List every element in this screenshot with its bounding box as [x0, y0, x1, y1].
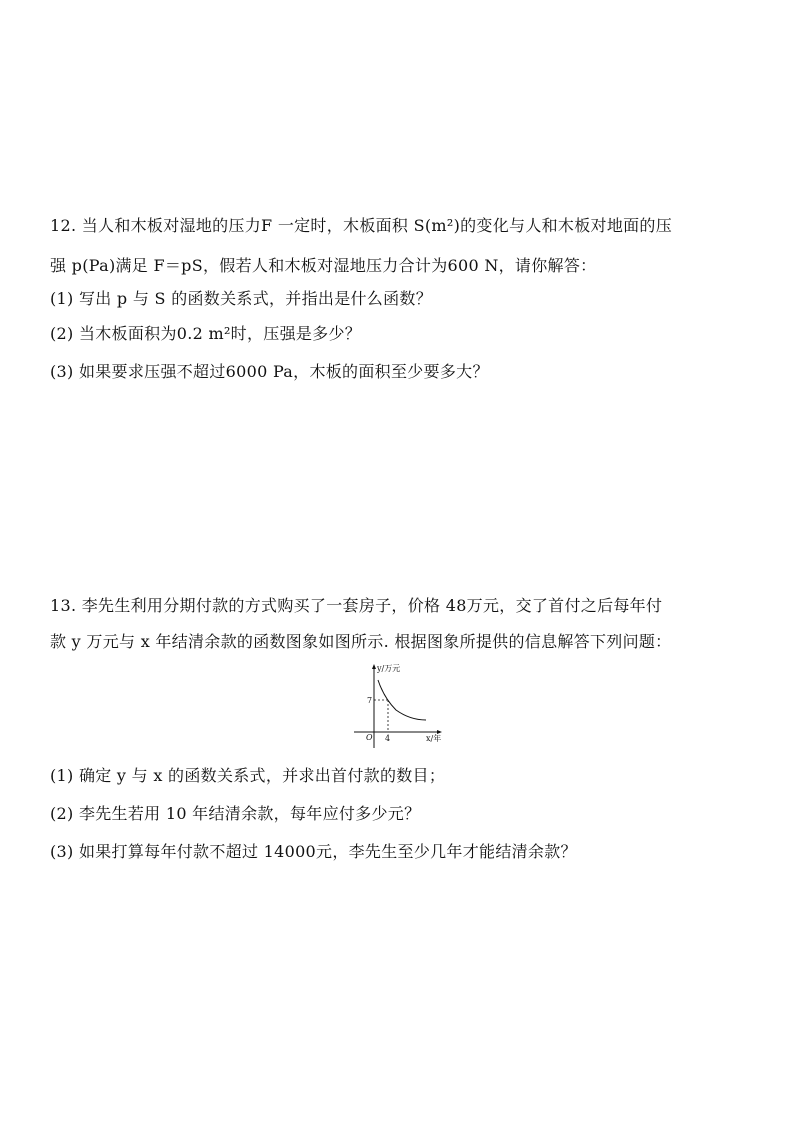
y-axis-arrow [372, 664, 376, 669]
q13-stem-line-1: 13. 李先生利用分期付款的方式购买了一套房子，价格 48万元，交了首付之后每年付 [50, 596, 663, 615]
q12-part-1: (1) 写出 p 与 S 的函数关系式，并指出是什么函数？ [50, 289, 432, 308]
q13-part-2: (2) 李先生若用 10 年结清余款，每年应付多少元？ [50, 804, 421, 823]
q12-stem-line-1: 12. 当人和木板对湿地的压力F 一定时，木板面积 S(m²)的变化与人和木板对地面的压 [50, 216, 673, 235]
y-tick-label: 7 [367, 696, 373, 705]
q13-part-3: (3) 如果打算每年付款不超过 14000元，李先生至少几年才能结清余款？ [50, 842, 577, 861]
x-tick-label: 4 [385, 734, 391, 743]
y-axis-label: y/万元 [377, 664, 401, 673]
inverse-function-graph [350, 660, 446, 752]
q13-stem-line-2: 款 y 万元与 x 年结清余款的函数图象如图所示. 根据图象所提供的信息解答下列问题： [50, 632, 672, 651]
inverse-curve [378, 680, 426, 720]
q12-part-3: (3) 如果要求压强不超过6000 Pa，木板的面积至少要多大？ [50, 362, 489, 381]
q12-part-2: (2) 当木板面积为0.2 m²时，压强是多少？ [50, 324, 362, 343]
x-axis-label: x/年 [426, 734, 442, 743]
q13-part-1: (1) 确定 y 与 x 的函数关系式，并求出首付款的数目； [50, 766, 446, 785]
q12-stem-line-2: 强 p(Pa)满足 F＝pS，假若人和木板对湿地压力合计为600 N，请你解答： [50, 256, 597, 275]
origin-label: O [366, 733, 373, 742]
